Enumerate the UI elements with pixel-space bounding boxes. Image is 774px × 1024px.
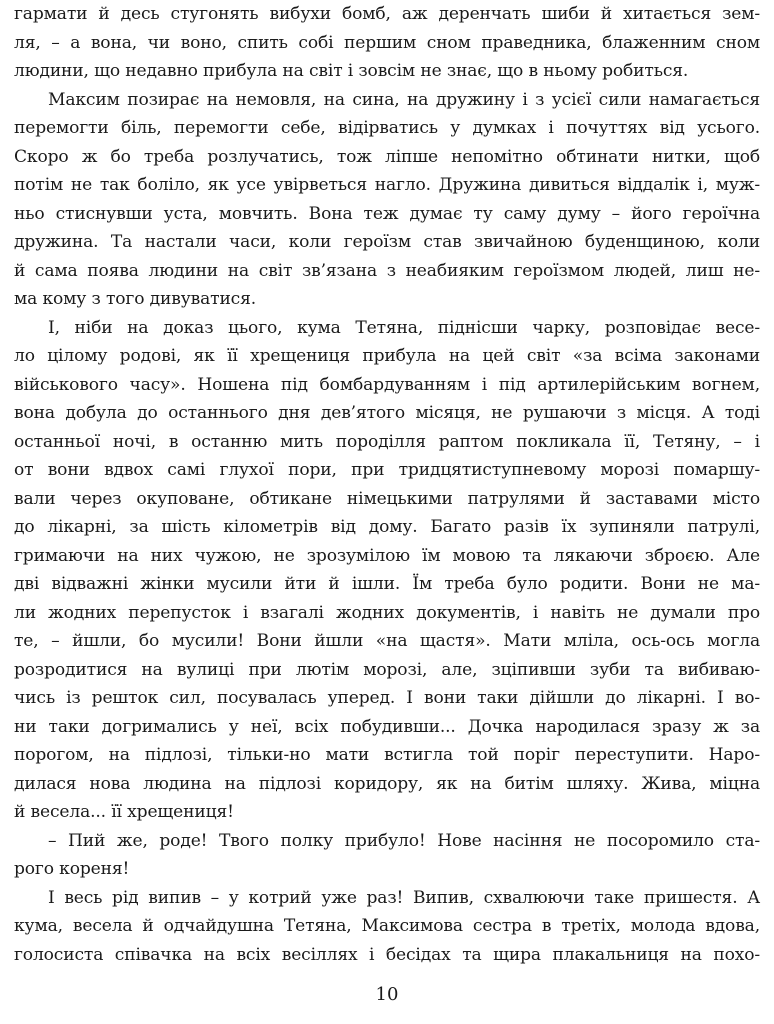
- text-line: останньої ночі, в останню мить породілля раптом покликала її, Тетяну, – і: [14, 431, 760, 452]
- text-line: кума, весела й одчайдушна Тетяна, Максимова сестра в третіх, молода вдова,: [14, 916, 760, 936]
- text-line: І весь рід випив – у котрий уже раз! Випив, схвалюючи таке пришестя. А: [48, 887, 760, 908]
- text-line: порогом, на підлозі, тільки-но мати встигла той поріг переступити. Наро-: [14, 745, 760, 765]
- page-number: 10: [375, 984, 399, 1005]
- text-line: перемогти біль, перемогти себе, відірватись у думках і почуттях від усього.: [14, 118, 760, 138]
- text-line: дружина. Та настали часи, коли героїзм став звичайною буденщиною, коли: [14, 232, 760, 252]
- text-line: ло цілому родові, як її хрещениця прибула на цей світ «за всіма законами: [14, 346, 760, 366]
- text-line: голосиста співачка на всіх весіллях і бесідах та щира плакальниця на похо-: [14, 944, 760, 965]
- text-line: от вони вдвох самі глухої пори, при тридцятиступневому морозі помаршу-: [14, 460, 760, 480]
- text-line: рого кореня!: [14, 859, 130, 879]
- text-line: чись із решток сил, посувалась уперед. І вони таки дійшли до лікарні. І во-: [14, 688, 760, 708]
- text-line: ньо стиснувши уста, мовчить. Вона теж думає ту саму думу – його героїчна: [14, 203, 760, 224]
- text-line: потім не так боліло, як усе увірветься нагло. Дружина дивиться віддалік і, муж-: [14, 175, 760, 195]
- text-line: й сама поява людини на світ зв’язана з неабияким героїзмом людей, лиш не-: [14, 260, 760, 281]
- text-line: те, – йшли, бо мусили! Вони йшли «на щастя». Мати мліла, ось-ось могла: [14, 631, 760, 651]
- text-line: ля, – а вона, чи воно, спить собі першим сном праведника, блаженним сном: [14, 32, 760, 53]
- text-line: дві відважні жінки мусили йти й ішли. Їм треба було родити. Вони не ма-: [14, 574, 760, 594]
- text-line: – Пий же, роде! Твого полку прибуло! Нове насіння не посоромило ста-: [48, 830, 760, 851]
- text-line: вона добула до останнього дня дев’ятого місяця, не рушаючи з місця. А тоді: [14, 403, 760, 423]
- text-line: розродитися на вулиці при лютім морозі, але, зціпивши зуби та вибиваю-: [14, 659, 760, 680]
- text-line: до лікарні, за шість кілометрів від дому. Багато разів їх зупиняли патрулі,: [14, 517, 760, 537]
- text-line: гримаючи на них чужою, не зрозумілою їм мовою та лякаючи зброєю. Але: [14, 545, 760, 566]
- text-line: вали через окуповане, обтикане німецькими патрулями й заставами місто: [14, 488, 760, 509]
- page-text: [14, 0, 760, 969]
- text-line: й весела... її хрещениця!: [14, 802, 234, 822]
- text-line: гармати й десь стугонять вибухи бомб, аж деренчать шиби й хитається зем-: [14, 4, 760, 24]
- text-line: дилася нова людина на підлозі коридору, як на битім шляху. Жива, міцна: [14, 773, 760, 794]
- text-line: І, ніби на доказ цього, кума Тетяна, піднісши чарку, розповідає весе-: [48, 317, 760, 338]
- text-line: ни таки догримались у неї, всіх побудивши... Дочка народилася зразу ж за: [14, 716, 760, 737]
- text-line: людини, що недавно прибула на світ і зовсім не знає, що в ньому робиться.: [14, 61, 689, 81]
- text-line: ма кому з того дивуватися.: [14, 289, 257, 309]
- text-line: ли жодних перепусток і взагалі жодних документів, і навіть не думали про: [14, 602, 760, 623]
- text-line: Скоро ж бо треба розлучатись, тож ліпше непомітно обтинати нитки, щоб: [14, 146, 760, 167]
- text-line: Максим позирає на немовля, на сина, на дружину і з усієї сили намагається: [48, 89, 760, 110]
- text-line: військового часу». Ношена під бомбардуванням і під артилерійським вогнем,: [14, 374, 760, 395]
